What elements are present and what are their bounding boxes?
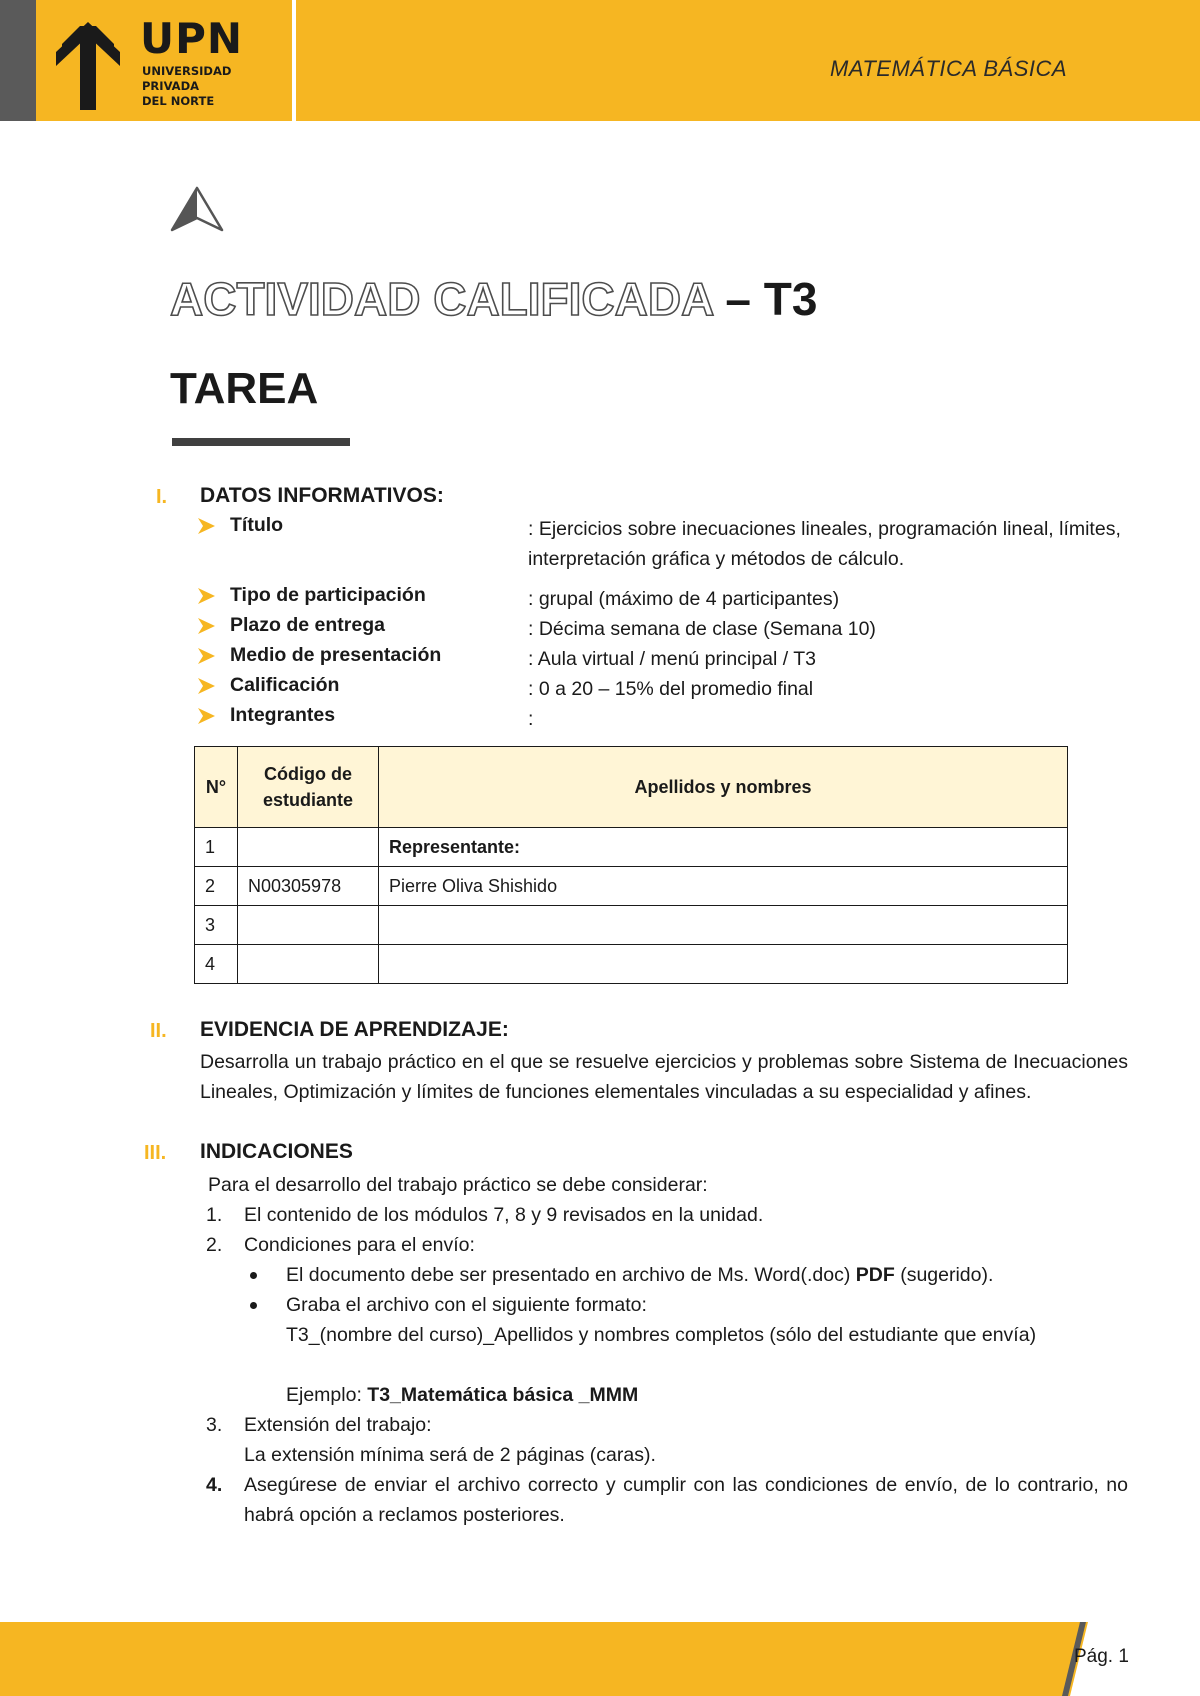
info-row-plazo	[198, 614, 1138, 644]
section-2-number: II.	[150, 1020, 167, 1042]
info-label: Título	[230, 514, 284, 536]
section-2-title: EVIDENCIA DE APRENDIZAJE:	[200, 1018, 509, 1041]
bullet-item-1	[286, 1260, 993, 1290]
bullet-1-pdf: PDF	[855, 1264, 895, 1286]
info-label: Medio de presentación	[230, 644, 442, 666]
bullet-icon	[250, 1272, 257, 1279]
list-number: 4.	[206, 1474, 223, 1496]
logo-sub-line-3: DEL NORTE	[142, 94, 215, 108]
info-row-integrantes	[198, 704, 1138, 734]
section-3-title: INDICACIONES	[200, 1140, 353, 1163]
example-value: T3_Matemática básica _MMM	[367, 1384, 639, 1406]
info-label: Calificación	[230, 674, 340, 696]
table-row	[195, 828, 1068, 867]
table-row	[195, 867, 1068, 906]
table-row	[195, 906, 1068, 945]
bullet-item-2: Graba el archivo con el siguiente formato:	[286, 1294, 647, 1316]
upn-arrow-icon	[56, 22, 122, 112]
navigation-arrow-icon	[170, 186, 224, 232]
chevron-right-icon	[198, 678, 215, 694]
list-item-4: Asegúrese de enviar el archivo correcto y cumplir con las condiciones de envío, de lo contrario, no habrá opción a reclamos posteriores.	[244, 1474, 1128, 1526]
info-row-titulo	[198, 514, 1138, 570]
bullet-icon	[250, 1302, 257, 1309]
info-value: : grupal (máximo de 4 participantes)	[528, 588, 840, 610]
cell-number: 1	[195, 828, 238, 867]
chevron-right-icon	[198, 708, 215, 724]
list-item-3-detail: La extensión mínima será de 2 páginas (caras).	[244, 1444, 656, 1466]
chevron-right-icon	[198, 618, 215, 634]
info-label: Integrantes	[230, 704, 336, 726]
section-2-text: Desarrolla un trabajo práctico en el que se resuelve ejercicios y problemas sobre Sistema de Inecuaciones Lineales, Optimización y límites de funciones elementales vinculadas a su especialidad y afines.	[200, 1051, 1128, 1103]
cell-name[interactable]	[379, 945, 1068, 984]
activity-title-outline: ACTIVIDAD CALIFICADA	[170, 273, 713, 325]
logo-subtitle	[142, 64, 231, 109]
info-value: : Aula virtual / menú principal / T3	[528, 648, 816, 670]
column-header-number: N°	[195, 747, 238, 828]
chevron-right-icon	[198, 648, 215, 664]
column-header-name: Apellidos y nombres	[379, 747, 1068, 828]
example-label: Ejemplo:	[286, 1384, 368, 1406]
bullet-1-text: El documento debe ser presentado en archivo de Ms. Word(.doc)	[286, 1264, 856, 1286]
list-number: 3.	[206, 1414, 223, 1436]
cell-number: 4	[195, 945, 238, 984]
info-value: : Décima semana de clase (Semana 10)	[528, 618, 876, 640]
cell-code[interactable]	[238, 945, 379, 984]
column-header-code: Código de estudiante	[238, 747, 379, 828]
list-item-3: Extensión del trabajo:	[244, 1414, 432, 1436]
members-table	[194, 746, 1068, 984]
header-gray-strip	[0, 0, 36, 121]
cell-code[interactable]	[238, 828, 379, 867]
table-row	[195, 945, 1068, 984]
info-value: : Ejercicios sobre inecuaciones lineales, programación lineal, límites, interpretación gráfica y métodos de cálculo.	[528, 518, 1121, 570]
list-item-1: El contenido de los módulos 7, 8 y 9 revisados en la unidad.	[244, 1204, 764, 1226]
cell-number: 3	[195, 906, 238, 945]
info-value: :	[528, 708, 534, 730]
cell-number: 2	[195, 867, 238, 906]
activity-dash: –	[712, 273, 764, 325]
info-value: : 0 a 20 – 15% del promedio final	[528, 678, 814, 700]
title-underline	[172, 438, 350, 446]
logo-upn-text: UPN	[140, 14, 244, 63]
info-row-calificacion	[198, 674, 1138, 704]
list-item-2: Condiciones para el envío:	[244, 1234, 475, 1256]
cell-name[interactable]: Representante:	[379, 828, 1068, 867]
activity-code: T3	[763, 273, 818, 325]
chevron-right-icon	[198, 518, 215, 534]
page-number: Pág. 1	[1074, 1646, 1129, 1667]
chevron-right-icon	[198, 588, 215, 604]
logo-sub-line-1: UNIVERSIDAD	[142, 64, 232, 78]
section-1-number: I.	[156, 486, 168, 508]
file-format-text: T3_(nombre del curso)_Apellidos y nombres completos (sólo del estudiante que envía)	[286, 1324, 1037, 1346]
section-3-intro: Para el desarrollo del trabajo práctico se debe considerar:	[208, 1174, 708, 1196]
list-number: 1.	[206, 1204, 223, 1226]
table-header-row	[195, 747, 1068, 828]
page-footer	[0, 1622, 1200, 1696]
cell-code[interactable]: N00305978	[238, 867, 379, 906]
activity-title	[170, 272, 817, 326]
info-label: Tipo de participación	[230, 584, 426, 606]
section-3-number: III.	[144, 1142, 167, 1164]
list-number: 2.	[206, 1234, 223, 1256]
info-row-medio	[198, 644, 1138, 674]
logo-sub-line-2: PRIVADA	[142, 79, 200, 93]
info-row-tipo	[198, 584, 1138, 614]
cell-name[interactable]	[379, 906, 1068, 945]
example-line	[286, 1380, 638, 1410]
course-title: MATEMÁTICA BÁSICA	[830, 56, 1068, 81]
page-subtitle: TAREA	[170, 364, 319, 413]
info-label: Plazo de entrega	[230, 614, 385, 636]
bullet-1-suffix: (sugerido).	[894, 1264, 994, 1286]
cell-name[interactable]: Pierre Oliva Shishido	[379, 867, 1068, 906]
section-1-title: DATOS INFORMATIVOS:	[200, 484, 444, 507]
upn-logo	[36, 0, 296, 121]
cell-code[interactable]	[238, 906, 379, 945]
